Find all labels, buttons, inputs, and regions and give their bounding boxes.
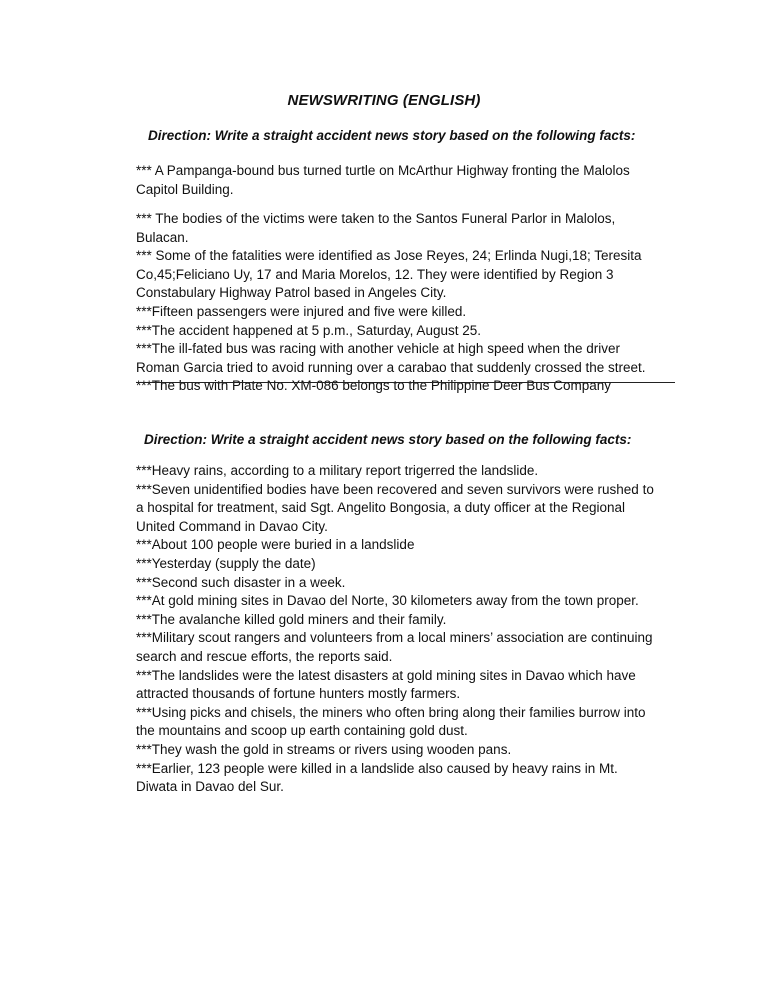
fact-line: ***Fifteen passengers were injured and five were killed. (136, 303, 467, 319)
fact-line: ***Heavy rains, according to a military report trigerred the landslide. (136, 463, 539, 478)
fact-line: ***Earlier, 123 people were killed in a landslide also caused by heavy rains in Mt. (136, 760, 618, 776)
facts-block-1b (136, 210, 696, 396)
fact-line: ***Military scout rangers and volunteers from a local miners’ association are continuing (136, 630, 653, 646)
fact-line: ***The bus with Plate No. XM-086 belongs to the Philippine Deer Bus Company (136, 378, 612, 394)
fact-line: Bulacan. (136, 229, 189, 245)
fact-line: search and rescue efforts, the reports said. (136, 648, 393, 664)
fact-line: ***Second such disaster in a week. (136, 574, 346, 590)
fact-line: Roman Garcia tried to avoid running over a carabao that suddenly crossed the street. (136, 359, 646, 375)
fact-line: ***At gold mining sites in Davao del Norte, 30 kilometers away from the town proper. (136, 593, 639, 609)
fact-line: ***They wash the gold in streams or rivers using wooden pans. (136, 741, 512, 757)
section-divider (136, 382, 675, 383)
fact-line: a hospital for treatment, said Sgt. Angelito Bongosia, a duty officer at the Regional (136, 500, 626, 516)
direction-2: Direction: Write a straight accident news story based on the following facts: (144, 432, 632, 447)
fact-line: ***Seven unidentified bodies have been recovered and seven survivors were rushed to (136, 481, 654, 497)
facts-block-1a (136, 162, 696, 199)
fact-line: Diwata in Davao del Sur. (136, 779, 284, 795)
fact-line: ***The avalanche killed gold miners and their family. (136, 611, 447, 627)
fact-line: *** A Pampanga-bound bus turned turtle on McArthur Highway fronting the Malolos (136, 163, 630, 178)
fact-line: ***The landslides were the latest disasters at gold mining sites in Davao which have (136, 667, 636, 683)
fact-line: attracted thousands of fortune hunters mostly farmers. (136, 686, 461, 702)
fact-line: ***About 100 people were buried in a landslide (136, 537, 415, 553)
fact-line: Capitol Building. (136, 181, 234, 197)
fact-line: ***Yesterday (supply the date) (136, 555, 316, 571)
page-title: NEWSWRITING (ENGLISH) (287, 92, 481, 109)
fact-line: Co,45;Feliciano Uy, 17 and Maria Morelos, 12. They were identified by Region 3 (136, 266, 614, 282)
fact-line: ***The ill-fated bus was racing with another vehicle at high speed when the driver (136, 341, 621, 357)
fact-line: United Command in Davao City. (136, 518, 328, 534)
fact-line: the mountains and scoop up earth containing gold dust. (136, 723, 468, 739)
fact-line: Constabulary Highway Patrol based in Angeles City. (136, 285, 447, 301)
fact-line: ***The accident happened at 5 p.m., Saturday, August 25. (136, 322, 481, 338)
fact-line: *** Some of the fatalities were identified as Jose Reyes, 24; Erlinda Nugi,18; Teresita (136, 248, 642, 264)
facts-block-2 (136, 462, 696, 797)
direction-1: Direction: Write a straight accident news story based on the following facts: (148, 128, 636, 143)
fact-line: *** The bodies of the victims were taken to the Santos Funeral Parlor in Malolos, (136, 211, 616, 226)
fact-line: ***Using picks and chisels, the miners who often bring along their families burrow into (136, 704, 646, 720)
